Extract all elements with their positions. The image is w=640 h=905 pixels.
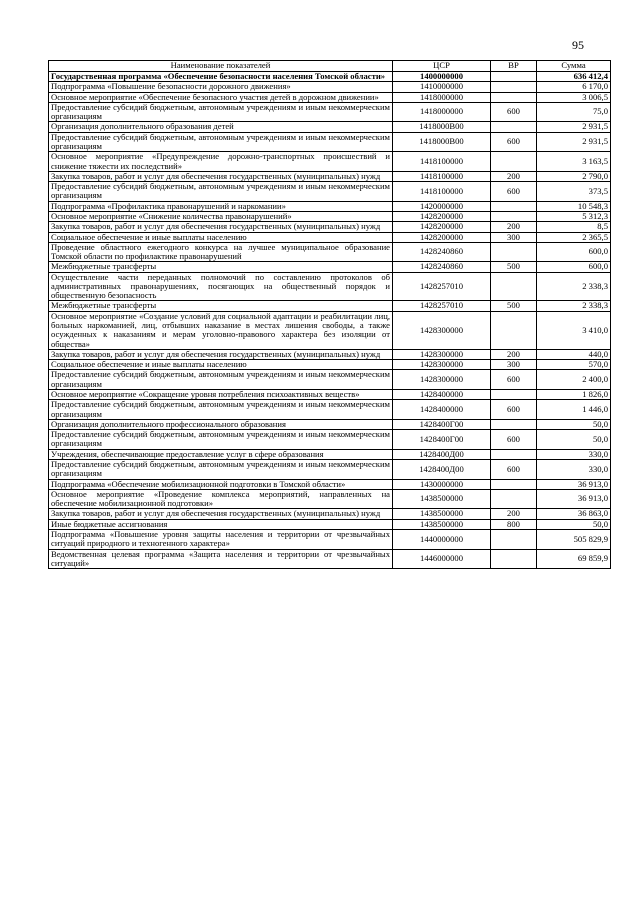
row-sum-cell: 3 410,0 xyxy=(537,311,611,349)
row-name-cell: Подпрограмма «Повышение уровня защиты населения и территории от чрезвычайных ситуаций природного и техногенного характера» xyxy=(49,529,393,549)
row-csr-cell: 1440000000 xyxy=(393,529,491,549)
row-name-cell: Основное мероприятие «Проведение комплекса мероприятий, направленных на обеспечение мобилизационной подготовки» xyxy=(49,489,393,509)
table-row xyxy=(49,122,611,132)
row-name-cell: Предоставление субсидий бюджетным, автономным учреждениям и иным некоммерческим организациям xyxy=(49,459,393,479)
row-name-cell: Предоставление субсидий бюджетным, автономным учреждениям и иным некоммерческим организациям xyxy=(49,400,393,420)
row-csr-cell: 1428300000 xyxy=(393,311,491,349)
row-name-cell: Предоставление субсидий бюджетным, автономным учреждениям и иным некоммерческим организациям xyxy=(49,370,393,390)
row-csr-cell: 1428200000 xyxy=(393,232,491,242)
row-vr-cell: 200 xyxy=(491,509,537,519)
table-row xyxy=(49,171,611,181)
row-vr-cell xyxy=(491,122,537,132)
row-sum-cell: 50,0 xyxy=(537,419,611,429)
table-row xyxy=(49,92,611,102)
row-csr-cell: 1428400000 xyxy=(393,390,491,400)
row-name-cell: Осуществление части переданных полномочий по составлению протоколов об административных правонарушениях, посягающих на общественный порядок и общественную безопасность xyxy=(49,272,393,301)
table-row xyxy=(49,102,611,122)
table-row xyxy=(49,232,611,242)
page-number: 95 xyxy=(572,38,584,52)
row-sum-cell: 373,5 xyxy=(537,182,611,202)
row-vr-cell xyxy=(491,419,537,429)
table-row xyxy=(49,349,611,359)
table-body xyxy=(49,72,611,569)
row-csr-cell: 1428400Г00 xyxy=(393,419,491,429)
row-csr-cell: 1420000000 xyxy=(393,201,491,211)
row-name-cell: Подпрограмма «Обеспечение мобилизационной подготовки в Томской области» xyxy=(49,479,393,489)
row-csr-cell: 1418000000 xyxy=(393,92,491,102)
table-row xyxy=(49,529,611,549)
row-vr-cell xyxy=(491,152,537,172)
row-sum-cell: 600,0 xyxy=(537,262,611,272)
table-row xyxy=(49,182,611,202)
table-row xyxy=(49,201,611,211)
row-name-cell: Предоставление субсидий бюджетным, автономным учреждениям и иным некоммерческим организациям xyxy=(49,430,393,450)
row-csr-cell: 1418100000 xyxy=(393,171,491,181)
row-vr-cell xyxy=(491,489,537,509)
table-row xyxy=(49,152,611,172)
row-name-cell: Проведение областного ежегодного конкурса на лучшее муниципальное образование Томской области по профилактике правонарушений xyxy=(49,242,393,262)
table-row xyxy=(49,419,611,429)
row-name-cell: Основное мероприятие «Снижение количества правонарушений» xyxy=(49,211,393,221)
row-vr-cell xyxy=(491,242,537,262)
row-sum-cell: 600,0 xyxy=(537,242,611,262)
row-sum-cell: 505 829,9 xyxy=(537,529,611,549)
row-csr-cell: 1428300000 xyxy=(393,349,491,359)
row-vr-cell: 600 xyxy=(491,430,537,450)
row-name-cell: Предоставление субсидий бюджетным, автономным учреждениям и иным некоммерческим организациям xyxy=(49,182,393,202)
row-vr-cell xyxy=(491,479,537,489)
row-csr-cell: 1410000000 xyxy=(393,82,491,92)
table-row xyxy=(49,360,611,370)
row-name-cell: Ведомственная целевая программа «Защита населения и территории от чрезвычайных ситуаций» xyxy=(49,549,393,569)
row-sum-cell: 6 170,0 xyxy=(537,82,611,92)
row-vr-cell: 300 xyxy=(491,232,537,242)
row-vr-cell xyxy=(491,272,537,301)
row-vr-cell xyxy=(491,390,537,400)
row-csr-cell: 1428400Д00 xyxy=(393,459,491,479)
row-name-cell: Межбюджетные трансферты xyxy=(49,262,393,272)
row-vr-cell xyxy=(491,449,537,459)
row-vr-cell xyxy=(491,201,537,211)
table-row xyxy=(49,370,611,390)
row-name-cell: Закупка товаров, работ и услуг для обеспечения государственных (муниципальных) нужд xyxy=(49,222,393,232)
row-vr-cell: 200 xyxy=(491,222,537,232)
row-sum-cell: 8,5 xyxy=(537,222,611,232)
row-vr-cell xyxy=(491,311,537,349)
table-row xyxy=(49,301,611,311)
row-csr-cell: 1428400Д00 xyxy=(393,449,491,459)
row-name-cell: Закупка товаров, работ и услуг для обеспечения государственных (муниципальных) нужд xyxy=(49,509,393,519)
row-name-cell: Предоставление субсидий бюджетным, автономным учреждениям и иным некоммерческим организациям xyxy=(49,132,393,152)
row-sum-cell: 36 913,0 xyxy=(537,489,611,509)
table-row xyxy=(49,262,611,272)
row-vr-cell xyxy=(491,529,537,549)
row-csr-cell: 1400000000 xyxy=(393,72,491,82)
row-name-cell: Подпрограмма «Профилактика правонарушений и наркомании» xyxy=(49,201,393,211)
table-row xyxy=(49,311,611,349)
row-csr-cell: 1428400000 xyxy=(393,400,491,420)
row-sum-cell: 2 338,3 xyxy=(537,272,611,301)
table-row xyxy=(49,519,611,529)
row-sum-cell: 440,0 xyxy=(537,349,611,359)
row-vr-cell xyxy=(491,549,537,569)
table-row xyxy=(49,400,611,420)
row-sum-cell: 2 931,5 xyxy=(537,122,611,132)
row-sum-cell: 2 365,5 xyxy=(537,232,611,242)
row-vr-cell: 500 xyxy=(491,301,537,311)
row-sum-cell: 2 790,0 xyxy=(537,171,611,181)
row-csr-cell: 1418000В00 xyxy=(393,132,491,152)
header-name: Наименование показателей xyxy=(49,61,393,72)
row-name-cell: Иные бюджетные ассигнования xyxy=(49,519,393,529)
row-csr-cell: 1418000000 xyxy=(393,102,491,122)
table-row xyxy=(49,390,611,400)
row-name-cell: Подпрограмма «Повышение безопасности дорожного движения» xyxy=(49,82,393,92)
header-csr: ЦСР xyxy=(393,61,491,72)
row-csr-cell: 1428200000 xyxy=(393,211,491,221)
row-csr-cell: 1438500000 xyxy=(393,489,491,509)
row-name-cell: Социальное обеспечение и иные выплаты населению xyxy=(49,360,393,370)
table-row xyxy=(49,549,611,569)
row-name-cell: Учреждения, обеспечивающие предоставление услуг в сфере образования xyxy=(49,449,393,459)
row-vr-cell xyxy=(491,72,537,82)
row-csr-cell: 1428240860 xyxy=(393,262,491,272)
row-csr-cell: 1438500000 xyxy=(393,519,491,529)
row-name-cell: Социальное обеспечение и иные выплаты населению xyxy=(49,232,393,242)
header-sum: Сумма xyxy=(537,61,611,72)
row-sum-cell: 36 863,0 xyxy=(537,509,611,519)
table-row xyxy=(49,459,611,479)
row-name-cell: Основное мероприятие «Обеспечение безопасного участия детей в дорожном движении» xyxy=(49,92,393,102)
row-vr-cell: 600 xyxy=(491,102,537,122)
row-name-cell: Закупка товаров, работ и услуг для обеспечения государственных (муниципальных) нужд xyxy=(49,171,393,181)
row-name-cell: Закупка товаров, работ и услуг для обеспечения государственных (муниципальных) нужд xyxy=(49,349,393,359)
row-sum-cell: 3 163,5 xyxy=(537,152,611,172)
table-row xyxy=(49,449,611,459)
row-name-cell: Организация дополнительного профессионального образования xyxy=(49,419,393,429)
row-sum-cell: 5 312,3 xyxy=(537,211,611,221)
table-row xyxy=(49,509,611,519)
row-vr-cell xyxy=(491,211,537,221)
row-csr-cell: 1428300000 xyxy=(393,360,491,370)
row-vr-cell: 200 xyxy=(491,349,537,359)
row-vr-cell xyxy=(491,82,537,92)
table-row xyxy=(49,211,611,221)
row-vr-cell: 600 xyxy=(491,459,537,479)
row-sum-cell: 2 931,5 xyxy=(537,132,611,152)
header-vr: ВР xyxy=(491,61,537,72)
row-sum-cell: 50,0 xyxy=(537,430,611,450)
row-csr-cell: 1428400Г00 xyxy=(393,430,491,450)
row-vr-cell: 800 xyxy=(491,519,537,529)
budget-table xyxy=(48,60,611,569)
row-sum-cell: 69 859,9 xyxy=(537,549,611,569)
table-row xyxy=(49,242,611,262)
row-name-cell: Основное мероприятие «Предупреждение дорожно-транспортных происшествий и снижение тяжести их последствий» xyxy=(49,152,393,172)
table-row xyxy=(49,72,611,82)
row-csr-cell: 1446000000 xyxy=(393,549,491,569)
table-row xyxy=(49,489,611,509)
row-vr-cell: 600 xyxy=(491,132,537,152)
row-sum-cell: 570,0 xyxy=(537,360,611,370)
row-csr-cell: 1430000000 xyxy=(393,479,491,489)
row-name-cell: Основное мероприятие «Создание условий для социальной адаптации и реабилитации лиц, больных наркоманией, лиц, отбывших наказание в местах лишения свободы, а также осужденных к наказаниям и мерам уголовно-правового характера без изоляции от общества» xyxy=(49,311,393,349)
table-row xyxy=(49,272,611,301)
row-name-cell: Государственная программа «Обеспечение безопасности населения Томской области» xyxy=(49,72,393,82)
row-vr-cell: 600 xyxy=(491,182,537,202)
row-sum-cell: 636 412,4 xyxy=(537,72,611,82)
row-sum-cell: 50,0 xyxy=(537,519,611,529)
row-csr-cell: 1428300000 xyxy=(393,370,491,390)
row-vr-cell: 500 xyxy=(491,262,537,272)
row-sum-cell: 2 338,3 xyxy=(537,301,611,311)
row-vr-cell: 200 xyxy=(491,171,537,181)
table-row xyxy=(49,132,611,152)
row-name-cell: Основное мероприятие «Сокращение уровня потребления психоактивных веществ» xyxy=(49,390,393,400)
row-vr-cell: 600 xyxy=(491,370,537,390)
row-sum-cell: 1 826,0 xyxy=(537,390,611,400)
row-csr-cell: 1428240860 xyxy=(393,242,491,262)
row-sum-cell: 2 400,0 xyxy=(537,370,611,390)
row-name-cell: Организация дополнительного образования детей xyxy=(49,122,393,132)
row-sum-cell: 10 548,3 xyxy=(537,201,611,211)
row-sum-cell: 75,0 xyxy=(537,102,611,122)
table-row xyxy=(49,479,611,489)
row-csr-cell: 1428257010 xyxy=(393,272,491,301)
row-csr-cell: 1428257010 xyxy=(393,301,491,311)
row-csr-cell: 1438500000 xyxy=(393,509,491,519)
row-sum-cell: 3 006,5 xyxy=(537,92,611,102)
row-csr-cell: 1418100000 xyxy=(393,152,491,172)
row-vr-cell: 600 xyxy=(491,400,537,420)
row-csr-cell: 1418100000 xyxy=(393,182,491,202)
row-vr-cell xyxy=(491,92,537,102)
table-row xyxy=(49,82,611,92)
row-name-cell: Межбюджетные трансферты xyxy=(49,301,393,311)
table-row xyxy=(49,222,611,232)
row-csr-cell: 1428200000 xyxy=(393,222,491,232)
row-sum-cell: 330,0 xyxy=(537,449,611,459)
row-csr-cell: 1418000В00 xyxy=(393,122,491,132)
row-vr-cell: 300 xyxy=(491,360,537,370)
row-sum-cell: 330,0 xyxy=(537,459,611,479)
table-header-row xyxy=(49,61,611,72)
row-sum-cell: 1 446,0 xyxy=(537,400,611,420)
table-row xyxy=(49,430,611,450)
row-sum-cell: 36 913,0 xyxy=(537,479,611,489)
row-name-cell: Предоставление субсидий бюджетным, автономным учреждениям и иным некоммерческим организациям xyxy=(49,102,393,122)
